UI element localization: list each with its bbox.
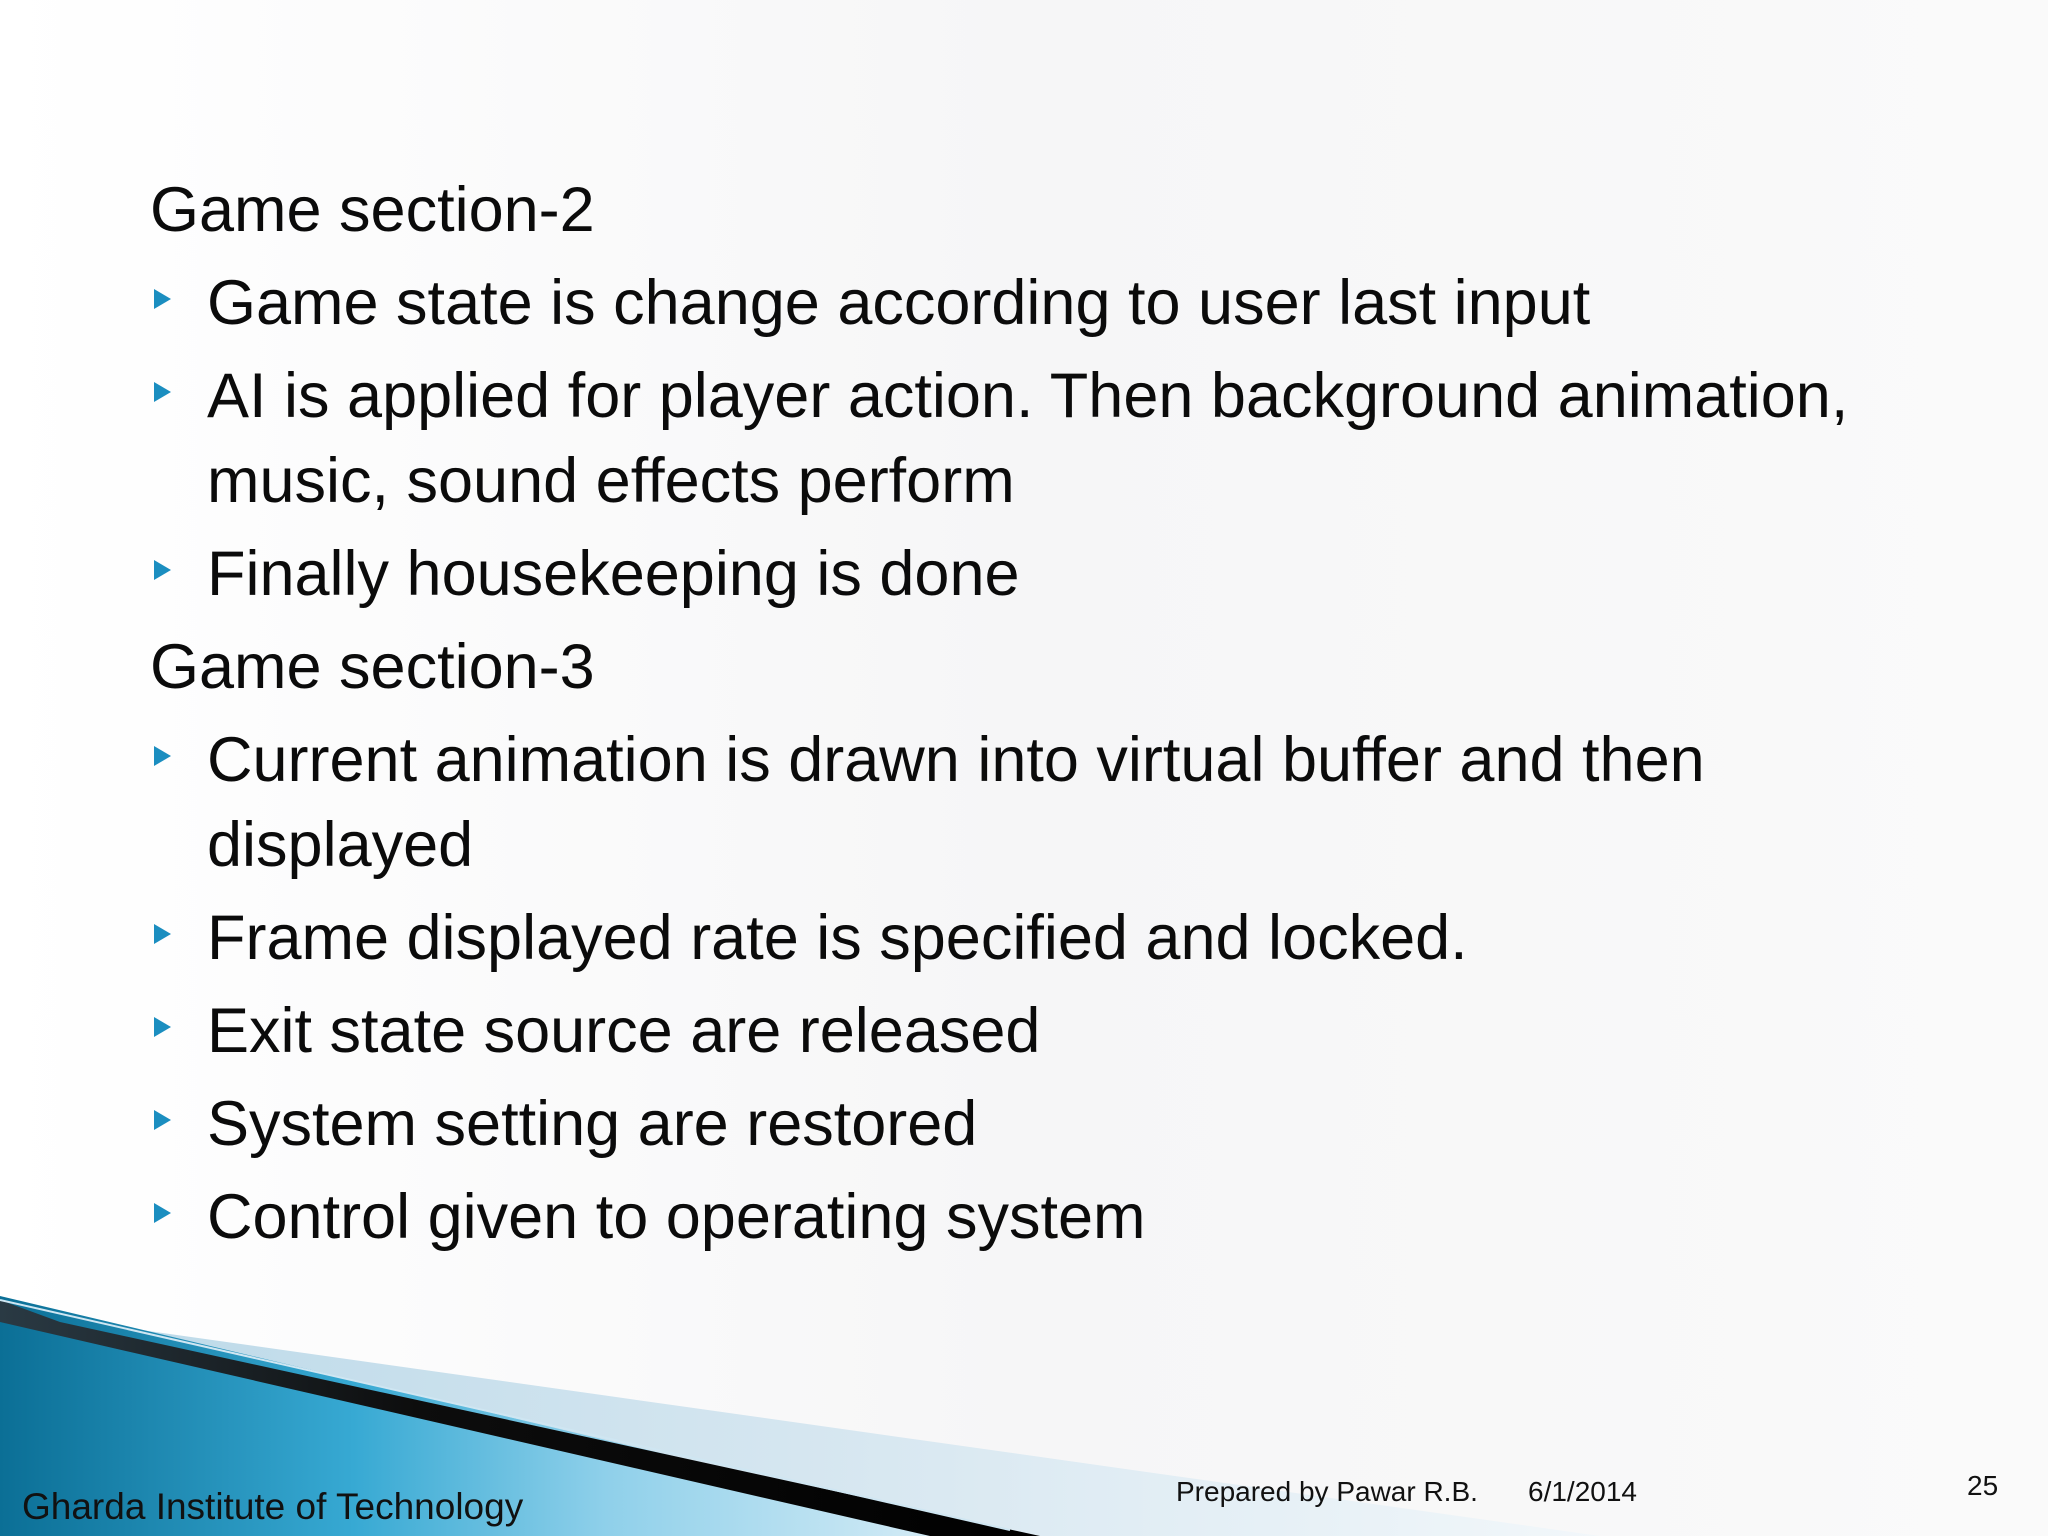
bullet-item	[150, 989, 1950, 1074]
bullet-text: System setting are restored	[207, 1089, 978, 1159]
bullet-text: Finally housekeeping is done	[207, 539, 1020, 609]
bullet-item	[150, 718, 1950, 888]
bullet-arrow-icon	[154, 746, 171, 766]
footer-author: Prepared by Pawar R.B.	[1176, 1476, 1478, 1507]
heading-game-section-2: Game section-2	[150, 175, 595, 245]
bullet-item	[150, 354, 1950, 524]
bullet-arrow-icon	[154, 924, 171, 944]
bullet-arrow-icon	[154, 289, 171, 309]
bullet-item	[150, 1175, 1950, 1260]
heading-game-section-3: Game section-3	[150, 632, 595, 702]
bullet-text: Control given to operating system	[207, 1182, 1146, 1252]
slide-number: 25	[1967, 1470, 1999, 1501]
bullet-arrow-icon	[154, 560, 171, 580]
bullet-item	[150, 261, 1950, 346]
bullet-item	[150, 532, 1950, 617]
bullet-item	[150, 1082, 1950, 1167]
bullet-arrow-icon	[154, 1203, 171, 1223]
bullet-text: Game state is change according to user last input	[207, 268, 1591, 338]
bullet-text: Frame displayed rate is specified and locked.	[207, 903, 1468, 973]
bullet-arrow-icon	[154, 382, 171, 402]
bullet-item	[150, 896, 1950, 981]
bullet-text: AI is applied for player action. Then background animation, music, sound effects perform	[207, 361, 1849, 516]
bullet-text: Exit state source are released	[207, 996, 1041, 1066]
footer-date: 6/1/2014	[1528, 1476, 1637, 1507]
footer-institute: Gharda Institute of Technology	[22, 1486, 524, 1527]
slide-body	[150, 168, 1950, 1268]
bullet-arrow-icon	[154, 1110, 171, 1130]
bullet-text: Current animation is drawn into virtual buffer and then displayed	[207, 725, 1705, 880]
bullet-arrow-icon	[154, 1017, 171, 1037]
